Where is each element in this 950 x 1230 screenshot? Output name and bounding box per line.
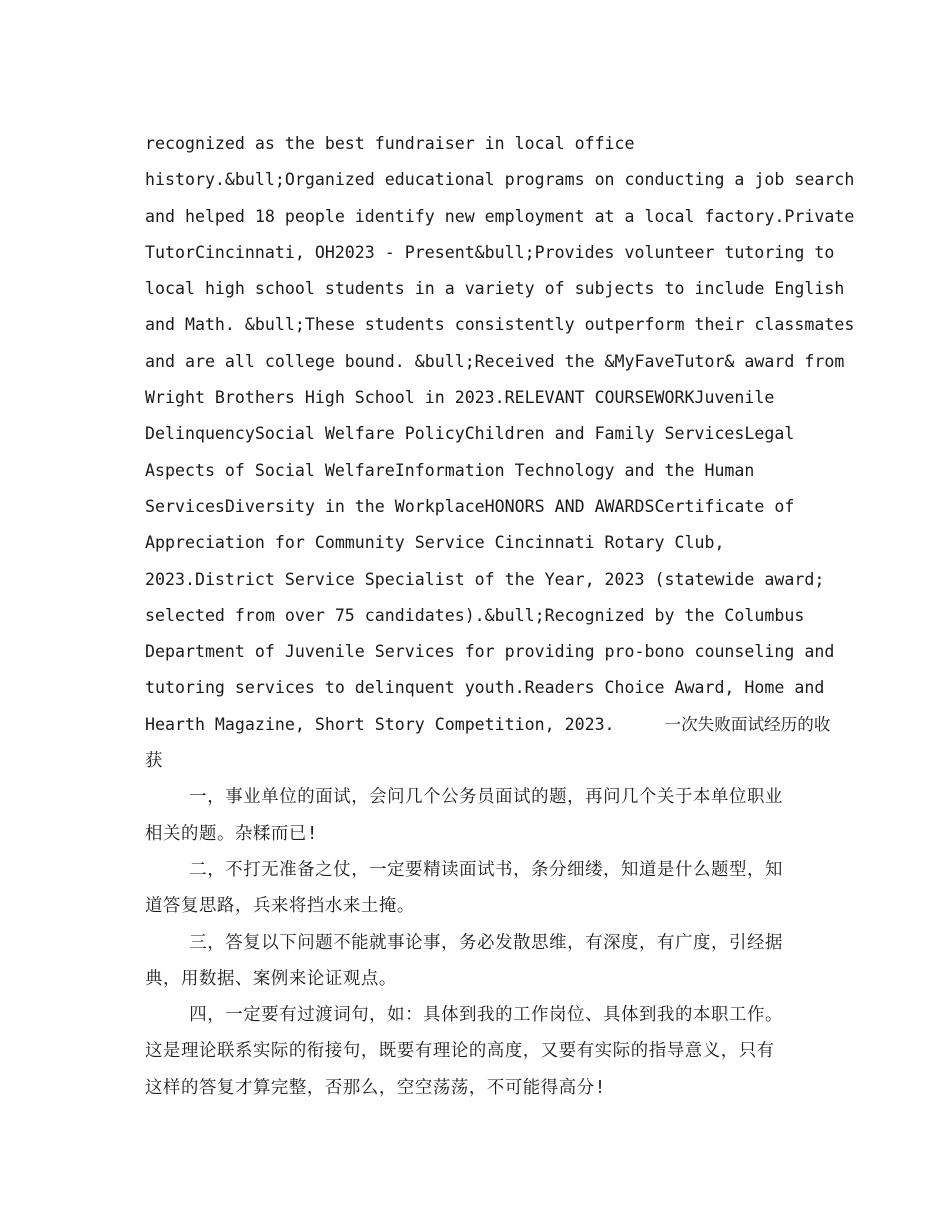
text-line: Hearth Magazine, Short Story Competition, 2023. 一次失败面试经历的收 [145,714,831,734]
text-line: and Math. &bull;These students consistently outperform their classmates [145,315,855,335]
text-line: 二，不打无准备之仗，一定要精读面试书，条分细缕，知道是什么题型，知 [145,859,783,880]
text-line: Wright Brothers High School in 2023.RELEVANT COURSEWORKJuvenile [145,388,775,408]
text-line: ServicesDiversity in the WorkplaceHONORS AND AWARDSCertificate of [145,496,795,516]
text-line: 获 [145,751,163,772]
text-line: and helped 18 people identify new employment at a local factory.Private [145,206,855,226]
text-line: 2023.District Service Specialist of the Year, 2023 (statewide award; [145,569,825,589]
text-line: TutorCincinnati, OH2023 - Present&bull;Provides volunteer tutoring to [145,242,835,262]
text-line: 典，用数据、案例来论证观点。 [145,968,397,989]
text-line: 这是理论联系实际的衔接句，既要有理论的高度，又要有实际的指导意义，只有 [145,1041,775,1062]
text-line: 四，一定要有过渡词句，如：具体到我的工作岗位、具体到我的本职工作。 [145,1005,783,1026]
text-line: 这样的答复才算完整，否那么，空空荡荡，不可能得高分! [145,1077,606,1098]
text-line: Department of Juvenile Services for providing pro-bono counseling and [145,642,835,662]
text-line: Appreciation for Community Service Cincinnati Rotary Club, [145,533,725,553]
document-body [145,126,855,1106]
text-line: Aspects of Social WelfareInformation Technology and the Human [145,460,755,480]
text-line: history.&bull;Organized educational programs on conducting a job search [145,170,855,190]
text-line: 一，事业单位的面试，会问几个公务员面试的题，再问几个关于本单位职业 [145,787,783,808]
text-line: tutoring services to delinquent youth.Readers Choice Award, Home and [145,678,825,698]
text-line: and are all college bound. &bull;Received the &MyFaveTutor& award from [145,351,845,371]
text-line: local high school students in a variety of subjects to include English [145,279,845,299]
text-line: selected from over 75 candidates).&bull;Recognized by the Columbus [145,605,805,625]
text-line: 相关的题。杂糅而已! [145,823,318,844]
text-line: 道答复思路，兵来将挡水来土掩。 [145,896,415,917]
text-line: recognized as the best fundraiser in local office [145,134,635,153]
text-line: 三，答复以下问题不能就事论事，务必发散思维，有深度，有广度，引经据 [145,932,783,953]
text-line: DelinquencySocial Welfare PolicyChildren and Family ServicesLegal [145,424,795,444]
